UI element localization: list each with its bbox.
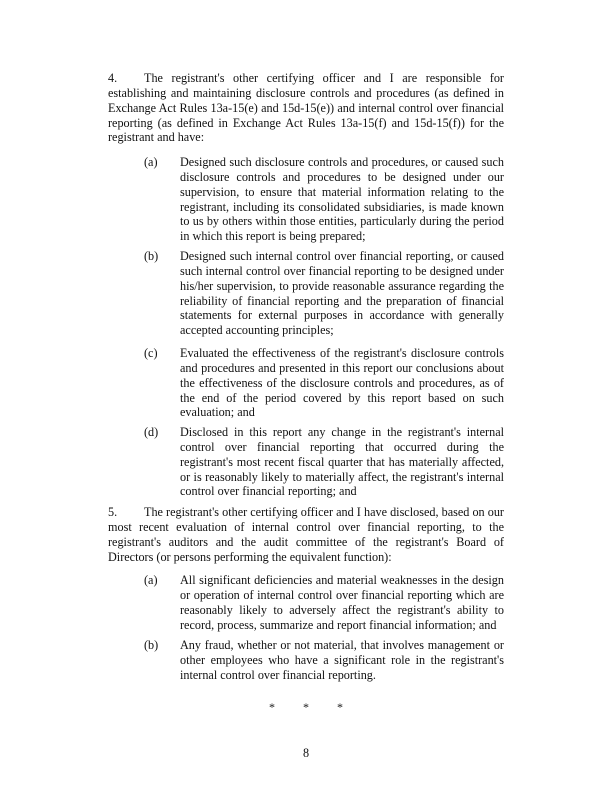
item-label: (a) xyxy=(144,155,158,169)
section-4-paragraph xyxy=(108,71,504,145)
item-text: Designed such disclosure controls and procedures, or caused such disclosure controls and procedures to be designed under our supervision, to ensure that material information relating to the registrant, including its consolidated subsidiaries, is made known to us by others within those entities, particularly during the period in which this report is being prepared; xyxy=(180,155,504,244)
item-text: Evaluated the effectiveness of the registrant's disclosure controls and procedures and presented in this report our conclusions about the effectiveness of the disclosure controls and procedures, as of the end of the period covered by this report based on such evaluation; and xyxy=(180,346,504,420)
item-label: (b) xyxy=(144,638,159,652)
page-number: 8 xyxy=(302,746,310,760)
section-5-paragraph xyxy=(108,505,504,564)
item-text: All significant deficiencies and material weaknesses in the design or operation of internal control over financial reporting which are reasonably likely to adversely affect the registrant's ability to record, process, summarize and report financial information; and xyxy=(180,573,504,632)
section-4-text: The registrant's other certifying officer and I are responsible for establishing and maintaining disclosure controls and procedures (as defined in Exchange Act Rules 13a-15(e) and 15d-15(e)) and internal control over financial reporting (as defined in Exchange Act Rules 13a-15(f) and 15d-15(f)) for the registrant and have: xyxy=(108,71,504,145)
item-text: Any fraud, whether or not material, that involves management or other employees who have a significant role in the registrant's internal control over financial reporting. xyxy=(180,638,504,682)
item-label: (d) xyxy=(144,425,159,439)
separator-star: * xyxy=(269,700,275,714)
item-label: (c) xyxy=(144,346,158,360)
section-4-number: 4. xyxy=(108,71,118,85)
item-label: (b) xyxy=(144,249,159,263)
item-label: (a) xyxy=(144,573,158,587)
section-5-number: 5. xyxy=(108,505,118,519)
section-5-text: The registrant's other certifying officer and I have disclosed, based on our most recent evaluation of internal control over financial reporting, to the registrant's auditors and the audit committee of the registrant's Board of Directors (or persons performing the equivalent function): xyxy=(108,505,504,564)
item-text: Disclosed in this report any change in the registrant's internal control over financial reporting that occurred during the registrant's most recent fiscal quarter that has materially affected, or is reasonably likely to materially affect, the registrant's internal control over financial reporting; and xyxy=(180,425,504,499)
separator-star: * xyxy=(337,700,343,714)
separator-star: * xyxy=(303,700,309,714)
item-text: Designed such internal control over financial reporting, or caused such internal control over financial reporting to be designed under his/her supervision, to provide reasonable assurance regarding the reliability of financial reporting and the preparation of financial statements for external purposes in accordance with generally accepted accounting principles; xyxy=(180,249,504,338)
section-separator xyxy=(0,700,612,715)
